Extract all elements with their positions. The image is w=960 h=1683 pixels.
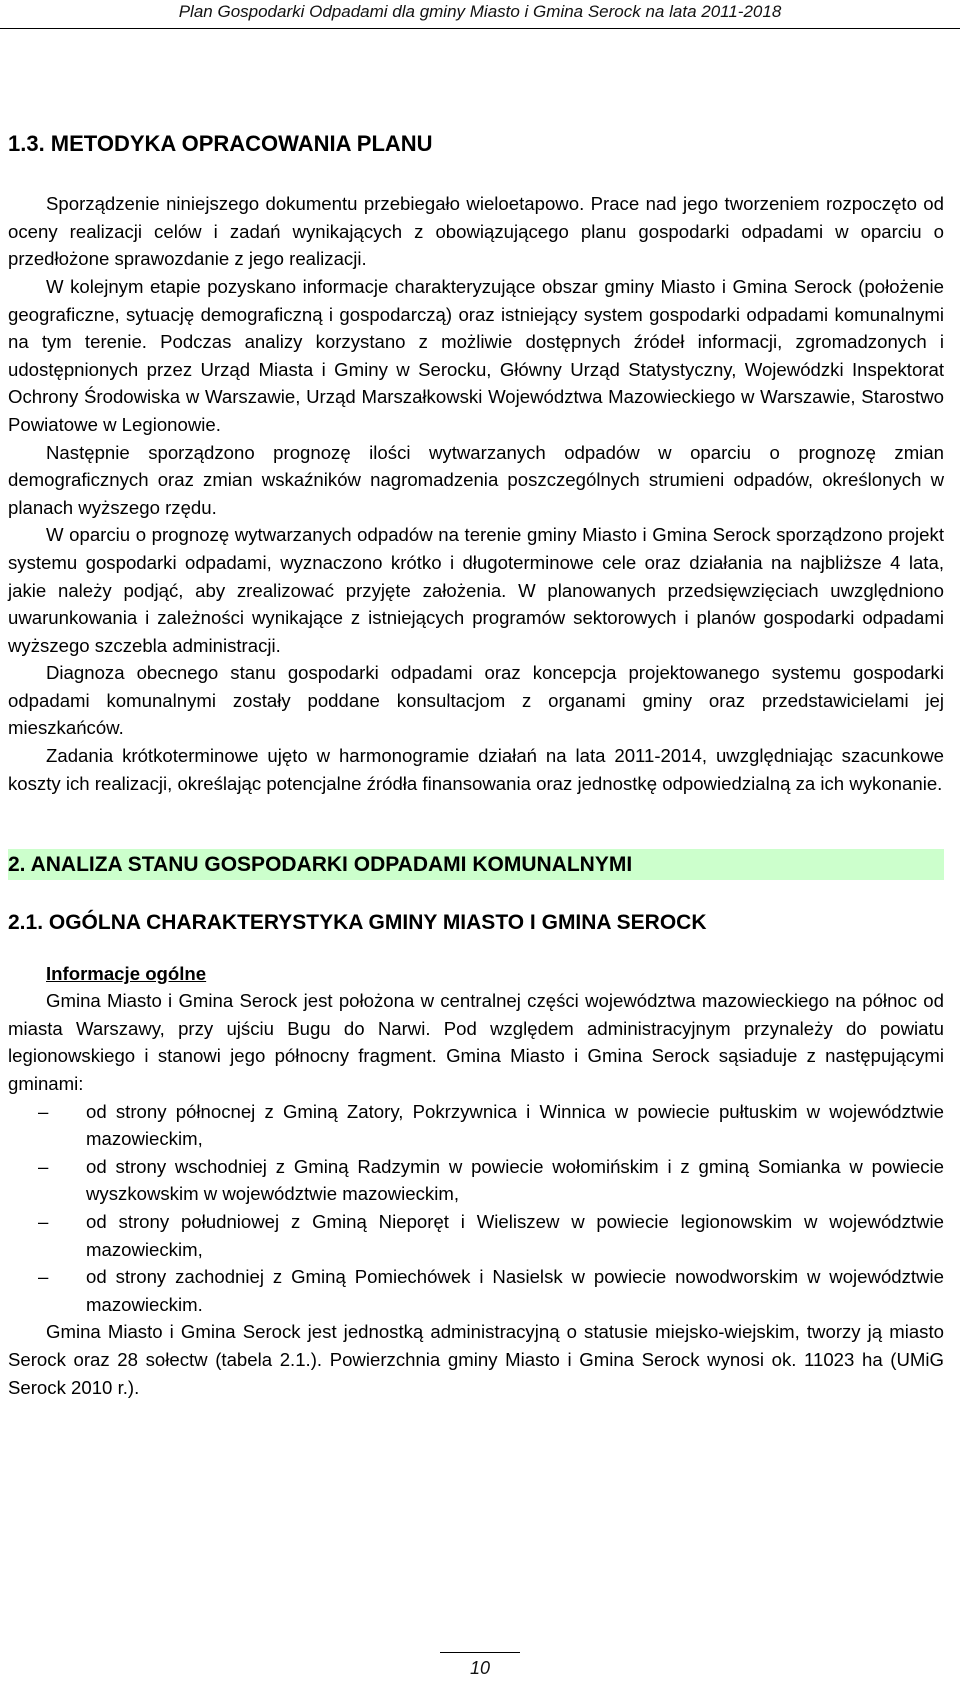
list-item: [8, 1263, 944, 1318]
page-content: [8, 132, 944, 1401]
list-item-text: od strony południowej z Gminą Nieporęt i Wieliszew w powiecie legionowskim w województwie mazowieckim,: [86, 1210, 944, 1260]
paragraph: Sporządzenie niniejszego dokumentu przebiegało wieloetapowo. Prace nad jego tworzeniem rozpoczęto od oceny realizacji celów i zadań wynikających z obowiązującego planu gospodarki odpadami w oparciu o przedłożone sprawozdanie z jego realizacji.: [8, 193, 944, 270]
footer-divider: [440, 1652, 520, 1653]
list-item-text: od strony północnej z Gminą Zatory, Pokrzywnica i Winnica w powiecie pułtuskim w województwie mazowieckim,: [86, 1100, 944, 1150]
list-item-text: od strony zachodniej z Gminą Pomiechówek i Nasielsk w powiecie nowodworskim w województwie mazowieckim.: [86, 1266, 944, 1315]
subheading-general-info: Informacje ogólne: [46, 962, 207, 984]
section-heading-2-1: 2.1. OGÓLNA CHARAKTERYSTYKA GMINY MIASTO I GMINA SEROCK: [8, 911, 707, 935]
paragraph: Diagnoza obecnego stanu gospodarki odpadami oraz koncepcja projektowanego systemu gospodarki odpadami komunalnymi zostały poddane konsultacjom z organami gminy oraz przedstawicielami jej mieszkańców.: [8, 662, 944, 739]
list-item: [8, 1208, 944, 1263]
dash-marker: –: [38, 1210, 49, 1232]
list-item: [8, 1153, 944, 1208]
dash-marker: –: [38, 1100, 49, 1122]
paragraph: W oparciu o prognozę wytwarzanych odpadów na terenie gminy Miasto i Gmina Serock sporządzono projekt systemu gospodarki odpadami, wyznaczono krótko i długoterminowe cele oraz działania na najbliższe 4 lata, jakie należy podjąć, aby zrealizować przyjęte założenia. W planowanych przedsięwzięciach uwzględniono uwarunkowania i zależności wynikające z istniejących programów sektorowych i planów gospodarki odpadami wyższego szczebla administracji.: [8, 524, 944, 656]
dash-marker: –: [38, 1266, 49, 1288]
neighbor-list: [8, 1098, 944, 1319]
paragraph: Gmina Miasto i Gmina Serock jest jednostką administracyjną o statusie miejsko-wiejskim, tworzy ją miasto Serock oraz 28 sołectw (tabela 2.1.). Powierzchnia gminy Miasto i Gmina Serock wynosi ok. 11023 ha (UMiG Serock 2010 r.).: [8, 1321, 944, 1398]
section-heading-1-3: 1.3. METODYKA OPRACOWANIA PLANU: [8, 131, 433, 156]
list-item-text: od strony wschodniej z Gminą Radzymin w powiecie wołomińskim i z gminą Somianka w powiecie wyszkowskim w województwie mazowieckim,: [86, 1155, 944, 1205]
paragraph: W kolejnym etapie pozyskano informacje charakteryzujące obszar gminy Miasto i Gmina Serock (położenie geograficzne, sytuację demograficzną i gospodarczą) oraz istniejący system gospodarki odpadami komunalnymi na tym terenie. Podczas analizy korzystano z możliwie dostępnych źródeł informacji, zgromadzonych i udostępnionych przez Urząd Miasta i Gminy w Serocku, Główny Urząd Statystyczny, Wojewódzki Inspektorat Ochrony Środowiska w Warszawie, Urząd Marszałkowski Województwa Mazowieckiego w Warszawie, Starostwo Powiatowe w Legionowie.: [8, 275, 944, 435]
running-header: Plan Gospodarki Odpadami dla gminy Miasto i Gmina Serock na lata 2011-2018: [0, 2, 960, 29]
paragraph: Zadania krótkoterminowe ujęto w harmonogramie działań na lata 2011-2014, uwzględniając szacunkowe koszty ich realizacji, określając potencjalne źródła finansowania oraz jednostkę odpowiedzialną za ich wykonanie.: [8, 745, 944, 794]
paragraph: Gmina Miasto i Gmina Serock jest położona w centralnej części województwa mazowieckiego na północ od miasta Warszawy, przy ujściu Bugu do Narwi. Pod względem administracyjnym przynależy do powiatu legionowskiego i stanowi jego północny fragment. Gmina Miasto i Gmina Serock sąsiaduje z następującymi gminami:: [8, 990, 944, 1094]
section-heading-2: 2. ANALIZA STANU GOSPODARKI ODPADAMI KOMUNALNYMI: [8, 849, 944, 880]
list-item: [8, 1098, 944, 1153]
dash-marker: –: [38, 1155, 49, 1177]
paragraph: Następnie sporządzono prognozę ilości wytwarzanych odpadów w oparciu o prognozę zmian demograficznych oraz zmian wskaźników nagromadzenia poszczególnych strumieni odpadów, określonych w planach wyższego rzędu.: [8, 441, 944, 518]
page-number: 10: [469, 1658, 491, 1678]
